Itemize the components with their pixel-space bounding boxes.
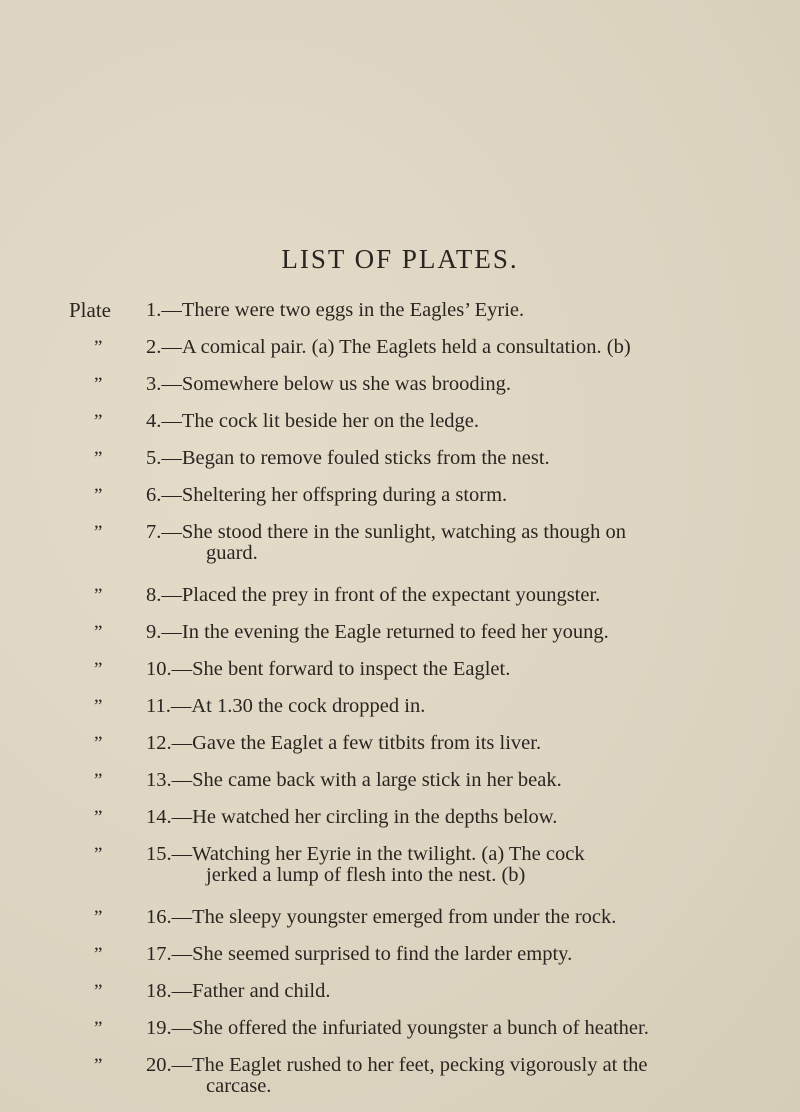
ditto-mark: ” <box>94 622 103 643</box>
ditto-mark: ” <box>94 485 103 506</box>
ditto-mark: ” <box>94 733 103 754</box>
plate-caption: 20.—The Eaglet rushed to her feet, pecking vigorously at the carcase. <box>146 1054 648 1097</box>
ditto-mark: ” <box>94 1055 103 1076</box>
ditto-mark: ” <box>94 337 103 358</box>
ditto-mark: ” <box>94 659 103 680</box>
plate-caption: 13.—She came back with a large stick in her beak. <box>146 769 562 791</box>
ditto-mark: ” <box>94 844 103 865</box>
plate-caption: 11.—At 1.30 the cock dropped in. <box>146 695 426 717</box>
plate-caption: 3.—Somewhere below us she was brooding. <box>146 373 511 395</box>
plate-caption: 18.—Father and child. <box>146 980 331 1002</box>
plate-caption: 14.—He watched her circling in the depths below. <box>146 806 558 828</box>
plate-caption: 1.—There were two eggs in the Eagles’ Eyrie. <box>146 299 525 321</box>
plate-caption: 4.—The cock lit beside her on the ledge. <box>146 410 480 432</box>
plate-caption: 19.—She offered the infuriated youngster a bunch of heather. <box>146 1017 649 1039</box>
plate-caption: 7.—She stood there in the sunlight, watching as though on guard. <box>146 521 626 564</box>
ditto-mark: ” <box>94 981 103 1002</box>
ditto-mark: ” <box>94 585 103 606</box>
ditto-mark: ” <box>94 411 103 432</box>
plate-caption: 6.—Sheltering her offspring during a storm. <box>146 484 508 506</box>
plate-caption: 12.—Gave the Eaglet a few titbits from its liver. <box>146 732 542 754</box>
ditto-mark: ” <box>94 770 103 791</box>
plate-label: Plate <box>69 298 111 322</box>
plate-caption: 17.—She seemed surprised to find the larder empty. <box>146 943 573 965</box>
ditto-mark: ” <box>94 1018 103 1039</box>
plate-caption: 9.—In the evening the Eagle returned to feed her young. <box>146 621 609 643</box>
plate-caption: 10.—She bent forward to inspect the Eaglet. <box>146 658 511 680</box>
page-title: LIST OF PLATES. <box>281 244 519 274</box>
ditto-mark: ” <box>94 696 103 717</box>
plate-caption: 2.—A comical pair. (a) The Eaglets held a consultation. (b) <box>146 336 631 358</box>
plate-caption: 15.—Watching her Eyrie in the twilight. (a) The cock jerked a lump of flesh into the nest. (b) <box>146 843 585 886</box>
plate-caption: 5.—Began to remove fouled sticks from the nest. <box>146 447 550 469</box>
ditto-mark: ” <box>94 807 103 828</box>
ditto-mark: ” <box>94 907 103 928</box>
ditto-mark: ” <box>94 944 103 965</box>
plate-caption: 8.—Placed the prey in front of the expectant youngster. <box>146 584 601 606</box>
plate-caption: 16.—The sleepy youngster emerged from under the rock. <box>146 906 617 928</box>
ditto-mark: ” <box>94 522 103 543</box>
ditto-mark: ” <box>94 448 103 469</box>
ditto-mark: ” <box>94 374 103 395</box>
